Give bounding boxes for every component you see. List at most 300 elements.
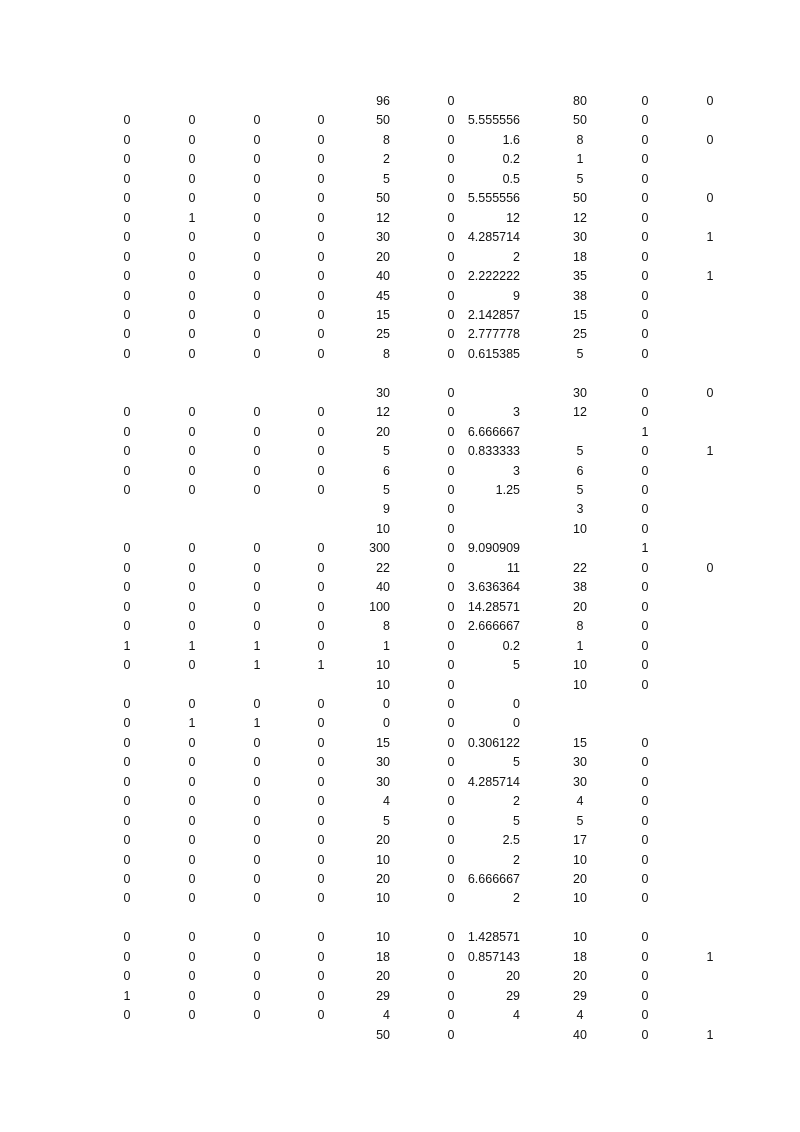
cell-col-10 xyxy=(702,617,718,636)
cell-col-8: 4 xyxy=(576,794,584,809)
cell-col-7 xyxy=(430,384,520,403)
cell-col-7: 5.555556 xyxy=(467,191,520,206)
cell-col-10: 1 xyxy=(706,269,714,284)
table-row xyxy=(0,345,800,364)
cell-col-4: 0 xyxy=(317,560,325,575)
cell-col-3: 0 xyxy=(253,424,261,439)
cell-col-9: 0 xyxy=(641,872,649,886)
cell-col-4: 0 xyxy=(317,638,325,653)
table-row xyxy=(0,753,800,772)
cell-col-1: 0 xyxy=(123,755,131,770)
cell-col-9: 0 xyxy=(641,249,649,264)
table-row xyxy=(0,423,800,442)
cell-col-3: 0 xyxy=(253,949,261,964)
cell-col-1: 0 xyxy=(123,327,131,342)
cell-col-5: 40 xyxy=(376,269,390,284)
cell-col-1: 0 xyxy=(123,269,131,284)
cell-col-6: 0 xyxy=(447,113,455,128)
cell-col-6: 0 xyxy=(447,813,455,828)
cell-col-2: 0 xyxy=(188,580,196,595)
cell-col-6: 0 xyxy=(447,288,455,303)
cell-col-4: 0 xyxy=(317,269,325,284)
cell-col-5: 2 xyxy=(383,152,390,167)
cell-col-5: 20 xyxy=(376,969,390,984)
cell-col-1: 0 xyxy=(123,346,131,361)
table-row xyxy=(0,384,800,403)
cell-col-5: 8 xyxy=(383,619,390,634)
cell-col-10 xyxy=(702,831,718,850)
cell-col-4: 0 xyxy=(317,988,325,1003)
cell-col-5: 8 xyxy=(383,132,390,147)
cell-col-3 xyxy=(242,520,272,539)
cell-col-1: 0 xyxy=(123,619,131,634)
cell-col-6: 0 xyxy=(447,463,455,478)
cell-col-9: 0 xyxy=(641,580,649,595)
cell-col-7: 0.615385 xyxy=(467,346,520,361)
cell-col-6: 0 xyxy=(447,696,455,711)
cell-col-1: 0 xyxy=(123,191,131,206)
cell-col-5: 1 xyxy=(383,638,390,653)
cell-col-10 xyxy=(702,111,718,130)
cell-col-8: 29 xyxy=(573,988,587,1003)
cell-col-1 xyxy=(112,1026,142,1045)
cell-col-8: 10 xyxy=(573,930,587,945)
cell-col-4: 0 xyxy=(317,152,325,167)
cell-col-7: 1.6 xyxy=(502,132,520,147)
table-row xyxy=(0,909,800,928)
cell-col-7: 1.428571 xyxy=(467,930,520,945)
cell-col-5: 0 xyxy=(383,716,390,731)
cell-col-9: 0 xyxy=(641,735,649,750)
cell-col-3: 0 xyxy=(253,191,261,206)
cell-col-3: 0 xyxy=(253,346,261,361)
cell-col-2: 0 xyxy=(188,444,196,459)
cell-col-6: 0 xyxy=(447,677,455,692)
cell-col-6: 0 xyxy=(447,502,455,517)
cell-col-9: 0 xyxy=(641,346,649,361)
cell-col-2 xyxy=(177,364,207,383)
cell-col-10 xyxy=(702,578,718,597)
cell-col-2: 0 xyxy=(188,269,196,284)
cell-col-9: 0 xyxy=(641,755,649,770)
cell-col-5: 6 xyxy=(383,463,390,478)
table-row xyxy=(0,520,800,539)
cell-col-1 xyxy=(112,92,142,111)
cell-col-1: 0 xyxy=(123,599,131,614)
cell-col-7: 4.285714 xyxy=(467,230,520,245)
cell-col-9: 1 xyxy=(641,541,649,556)
cell-col-10 xyxy=(702,500,718,519)
cell-col-2 xyxy=(177,500,207,519)
cell-col-3: 0 xyxy=(253,930,261,945)
cell-col-1 xyxy=(112,520,142,539)
cell-col-6: 0 xyxy=(447,327,455,342)
cell-col-2: 0 xyxy=(188,424,196,439)
table-row xyxy=(0,287,800,306)
cell-col-7: 9 xyxy=(513,288,520,303)
cell-col-8: 30 xyxy=(573,230,587,245)
cell-col-6: 0 xyxy=(447,969,455,984)
cell-col-8: 80 xyxy=(573,94,587,108)
cell-col-3: 0 xyxy=(253,852,261,867)
cell-col-4: 0 xyxy=(317,969,325,984)
cell-col-6: 0 xyxy=(447,735,455,750)
cell-col-5: 20 xyxy=(376,249,390,264)
cell-col-5: 10 xyxy=(376,677,390,692)
cell-col-10: 0 xyxy=(706,385,714,400)
cell-col-8: 15 xyxy=(573,735,587,750)
cell-col-2: 0 xyxy=(188,230,196,245)
cell-col-6: 0 xyxy=(447,230,455,245)
cell-col-7: 4 xyxy=(513,1008,520,1023)
cell-col-4: 0 xyxy=(317,716,325,731)
cell-col-1 xyxy=(112,384,142,403)
cell-col-4: 0 xyxy=(317,949,325,964)
table-row xyxy=(0,617,800,636)
cell-col-7: 0.833333 xyxy=(467,444,520,459)
cell-col-2 xyxy=(177,384,207,403)
table-row xyxy=(0,889,800,908)
cell-col-9: 0 xyxy=(641,1027,649,1042)
cell-col-6: 0 xyxy=(447,94,455,108)
cell-col-6: 0 xyxy=(447,385,455,400)
cell-col-4: 0 xyxy=(317,424,325,439)
cell-col-10 xyxy=(702,520,718,539)
cell-col-7: 5.555556 xyxy=(467,113,520,128)
cell-col-2: 1 xyxy=(188,716,196,731)
cell-col-8: 10 xyxy=(573,677,587,692)
cell-col-2: 0 xyxy=(188,696,196,711)
cell-col-2: 0 xyxy=(188,191,196,206)
cell-col-1 xyxy=(112,909,142,928)
cell-col-10 xyxy=(702,695,718,714)
cell-col-2: 0 xyxy=(188,774,196,789)
cell-col-9: 0 xyxy=(641,191,649,206)
cell-col-2: 0 xyxy=(188,599,196,614)
cell-col-6: 0 xyxy=(447,755,455,770)
cell-col-4: 0 xyxy=(317,346,325,361)
cell-col-2: 1 xyxy=(188,638,196,653)
cell-col-8: 5 xyxy=(576,483,584,497)
cell-col-3: 0 xyxy=(253,735,261,750)
cell-col-3 xyxy=(242,909,272,928)
cell-col-3: 0 xyxy=(253,833,261,848)
cell-col-4: 0 xyxy=(317,444,325,459)
cell-col-9: 0 xyxy=(641,113,649,128)
cell-col-9: 0 xyxy=(641,813,649,828)
table-row xyxy=(0,481,800,500)
cell-col-4: 0 xyxy=(317,891,325,906)
cell-col-2: 0 xyxy=(188,327,196,342)
cell-col-9: 0 xyxy=(641,94,649,108)
cell-col-4: 0 xyxy=(317,580,325,595)
cell-col-5: 9 xyxy=(383,502,390,517)
cell-col-10: 0 xyxy=(706,191,714,206)
cell-col-8: 8 xyxy=(576,619,584,634)
cell-col-3 xyxy=(242,384,272,403)
table-row xyxy=(0,948,800,967)
table-row xyxy=(0,851,800,870)
cell-col-3: 0 xyxy=(253,463,261,478)
cell-col-10 xyxy=(702,676,718,695)
cell-col-8: 20 xyxy=(573,599,587,614)
cell-col-2: 0 xyxy=(188,969,196,984)
cell-col-3: 1 xyxy=(253,658,261,673)
cell-col-6: 0 xyxy=(447,1008,455,1023)
cell-col-5 xyxy=(330,364,390,383)
cell-col-6: 0 xyxy=(447,269,455,284)
cell-col-9: 0 xyxy=(641,405,649,420)
cell-col-4: 0 xyxy=(317,483,325,497)
cell-col-10 xyxy=(702,481,718,500)
table-row xyxy=(0,170,800,189)
cell-col-3: 1 xyxy=(253,638,261,653)
cell-col-10 xyxy=(702,656,718,675)
cell-col-4: 0 xyxy=(317,813,325,828)
table-row xyxy=(0,248,800,267)
cell-col-9: 0 xyxy=(641,638,649,653)
cell-col-9: 0 xyxy=(641,969,649,984)
table-row xyxy=(0,928,800,947)
cell-col-1: 0 xyxy=(123,463,131,478)
cell-col-7: 14.28571 xyxy=(467,599,520,614)
cell-col-4: 0 xyxy=(317,327,325,342)
cell-col-6: 0 xyxy=(447,794,455,809)
cell-col-9 xyxy=(637,364,653,383)
cell-col-10 xyxy=(702,909,718,928)
cell-col-2: 0 xyxy=(188,152,196,167)
cell-col-10 xyxy=(702,423,718,442)
cell-col-1: 0 xyxy=(123,230,131,245)
cell-col-10 xyxy=(702,287,718,306)
cell-col-4: 0 xyxy=(317,696,325,711)
cell-col-7: 0.857143 xyxy=(467,949,520,964)
cell-col-10 xyxy=(702,773,718,792)
cell-col-10 xyxy=(702,889,718,908)
cell-col-10: 0 xyxy=(706,132,714,147)
cell-col-8: 12 xyxy=(573,210,587,225)
cell-col-5: 100 xyxy=(369,599,390,614)
cell-col-7: 2 xyxy=(513,852,520,867)
cell-col-1: 0 xyxy=(123,405,131,420)
cell-col-9: 0 xyxy=(641,521,649,536)
cell-col-2: 0 xyxy=(188,483,196,497)
cell-col-2: 0 xyxy=(188,288,196,303)
cell-col-1: 0 xyxy=(123,833,131,848)
cell-col-9: 0 xyxy=(641,930,649,945)
table-row xyxy=(0,967,800,986)
cell-col-1: 0 xyxy=(123,1008,131,1023)
cell-col-1: 0 xyxy=(123,424,131,439)
cell-col-9: 0 xyxy=(641,483,649,497)
cell-col-5: 29 xyxy=(376,988,390,1003)
cell-col-10 xyxy=(702,753,718,772)
table-row xyxy=(0,1026,800,1045)
cell-col-5: 20 xyxy=(376,424,390,439)
cell-col-8: 15 xyxy=(573,307,587,322)
table-row xyxy=(0,870,800,889)
cell-col-8: 10 xyxy=(573,521,587,536)
cell-col-2 xyxy=(177,92,207,111)
cell-col-9: 0 xyxy=(641,230,649,245)
cell-col-2 xyxy=(177,520,207,539)
cell-col-7: 9.090909 xyxy=(467,541,520,556)
cell-col-1: 0 xyxy=(123,872,131,886)
cell-col-1: 0 xyxy=(123,891,131,906)
cell-col-5: 22 xyxy=(376,560,390,575)
cell-col-5: 10 xyxy=(376,891,390,906)
cell-col-1: 0 xyxy=(123,541,131,556)
cell-col-2: 0 xyxy=(188,463,196,478)
table-row xyxy=(0,403,800,422)
cell-col-8: 30 xyxy=(573,774,587,789)
cell-col-8: 5 xyxy=(576,171,584,186)
cell-col-3: 0 xyxy=(253,444,261,459)
cell-col-9: 0 xyxy=(641,949,649,964)
cell-col-7: 0 xyxy=(513,716,520,731)
cell-col-10: 0 xyxy=(706,560,714,575)
cell-col-1: 0 xyxy=(123,658,131,673)
cell-col-9: 0 xyxy=(641,171,649,186)
cell-col-2: 0 xyxy=(188,1008,196,1023)
cell-col-5: 5 xyxy=(383,813,390,828)
cell-col-5: 50 xyxy=(376,191,390,206)
cell-col-8: 17 xyxy=(573,833,587,848)
cell-col-6: 0 xyxy=(447,833,455,848)
cell-col-5: 45 xyxy=(376,288,390,303)
cell-col-3: 0 xyxy=(253,249,261,264)
cell-col-9: 1 xyxy=(641,424,649,439)
cell-col-7 xyxy=(430,909,520,928)
cell-col-1: 0 xyxy=(123,949,131,964)
cell-col-9: 0 xyxy=(641,1008,649,1023)
cell-col-8 xyxy=(562,695,598,714)
table-row xyxy=(0,364,800,383)
table-row xyxy=(0,131,800,150)
cell-col-1: 0 xyxy=(123,696,131,711)
cell-col-4: 0 xyxy=(317,619,325,634)
cell-col-3: 0 xyxy=(253,483,261,497)
cell-col-10 xyxy=(702,364,718,383)
cell-col-8: 18 xyxy=(573,949,587,964)
cell-col-6: 0 xyxy=(447,152,455,167)
cell-col-6: 0 xyxy=(447,852,455,867)
cell-col-5: 12 xyxy=(376,210,390,225)
cell-col-1: 0 xyxy=(123,852,131,867)
cell-col-3: 0 xyxy=(253,327,261,342)
cell-col-9: 0 xyxy=(641,891,649,906)
cell-col-6: 0 xyxy=(447,930,455,945)
cell-col-3: 0 xyxy=(253,288,261,303)
cell-col-1 xyxy=(112,676,142,695)
cell-col-4: 0 xyxy=(317,599,325,614)
cell-col-9: 0 xyxy=(641,132,649,147)
table-row xyxy=(0,714,800,733)
cell-col-1: 0 xyxy=(123,483,131,497)
cell-col-9: 0 xyxy=(641,774,649,789)
cell-col-5 xyxy=(330,909,390,928)
cell-col-5: 40 xyxy=(376,580,390,595)
cell-col-4: 0 xyxy=(317,132,325,147)
cell-col-3: 0 xyxy=(253,541,261,556)
cell-col-8: 40 xyxy=(573,1027,587,1042)
cell-col-7 xyxy=(430,520,520,539)
table-row xyxy=(0,637,800,656)
cell-col-2: 1 xyxy=(188,210,196,225)
cell-col-5: 5 xyxy=(383,171,390,186)
cell-col-5: 18 xyxy=(376,949,390,964)
cell-col-7: 20 xyxy=(506,969,520,984)
cell-col-2: 0 xyxy=(188,852,196,867)
cell-col-2: 0 xyxy=(188,405,196,420)
cell-col-8: 6 xyxy=(576,463,584,478)
cell-col-8: 5 xyxy=(576,346,584,361)
cell-col-3 xyxy=(242,676,272,695)
cell-col-1: 0 xyxy=(123,444,131,459)
cell-col-1: 0 xyxy=(123,735,131,750)
cell-col-3 xyxy=(242,1026,272,1045)
table-row xyxy=(0,228,800,247)
cell-col-10 xyxy=(702,987,718,1006)
cell-col-2: 0 xyxy=(188,833,196,848)
cell-col-10 xyxy=(702,598,718,617)
cell-col-6: 0 xyxy=(447,405,455,420)
cell-col-10 xyxy=(702,248,718,267)
cell-col-7: 0.5 xyxy=(502,171,520,186)
cell-col-3: 0 xyxy=(253,813,261,828)
cell-col-8: 38 xyxy=(573,288,587,303)
cell-col-8 xyxy=(562,909,598,928)
cell-col-9: 0 xyxy=(641,852,649,867)
cell-col-5: 5 xyxy=(383,483,390,497)
cell-col-9: 0 xyxy=(641,658,649,673)
cell-col-9: 0 xyxy=(641,385,649,400)
cell-col-6: 0 xyxy=(447,307,455,322)
cell-col-3: 0 xyxy=(253,619,261,634)
cell-col-5: 4 xyxy=(383,1008,390,1023)
cell-col-10 xyxy=(702,1006,718,1025)
cell-col-10 xyxy=(702,209,718,228)
cell-col-7: 6.666667 xyxy=(467,872,520,886)
cell-col-1: 1 xyxy=(123,988,131,1003)
cell-col-2: 0 xyxy=(188,949,196,964)
cell-col-7 xyxy=(430,676,520,695)
cell-col-8: 38 xyxy=(573,580,587,595)
cell-col-1: 0 xyxy=(123,716,131,731)
cell-col-7: 2.142857 xyxy=(467,307,520,322)
cell-col-1: 0 xyxy=(123,930,131,945)
cell-col-9 xyxy=(637,714,653,733)
cell-col-4: 0 xyxy=(317,230,325,245)
cell-col-3: 0 xyxy=(253,872,261,886)
cell-col-2: 0 xyxy=(188,735,196,750)
cell-col-6: 0 xyxy=(447,483,455,497)
cell-col-2: 0 xyxy=(188,658,196,673)
cell-col-2 xyxy=(177,909,207,928)
cell-col-4: 0 xyxy=(317,872,325,886)
cell-col-7: 29 xyxy=(506,988,520,1003)
cell-col-7: 5 xyxy=(513,755,520,770)
cell-col-10: 1 xyxy=(706,949,714,964)
cell-col-10 xyxy=(702,851,718,870)
cell-col-2: 0 xyxy=(188,132,196,147)
table-row xyxy=(0,773,800,792)
cell-col-2: 0 xyxy=(188,930,196,945)
cell-col-5: 5 xyxy=(383,444,390,459)
cell-col-10 xyxy=(702,928,718,947)
cell-col-10 xyxy=(702,714,718,733)
cell-col-3: 0 xyxy=(253,794,261,809)
